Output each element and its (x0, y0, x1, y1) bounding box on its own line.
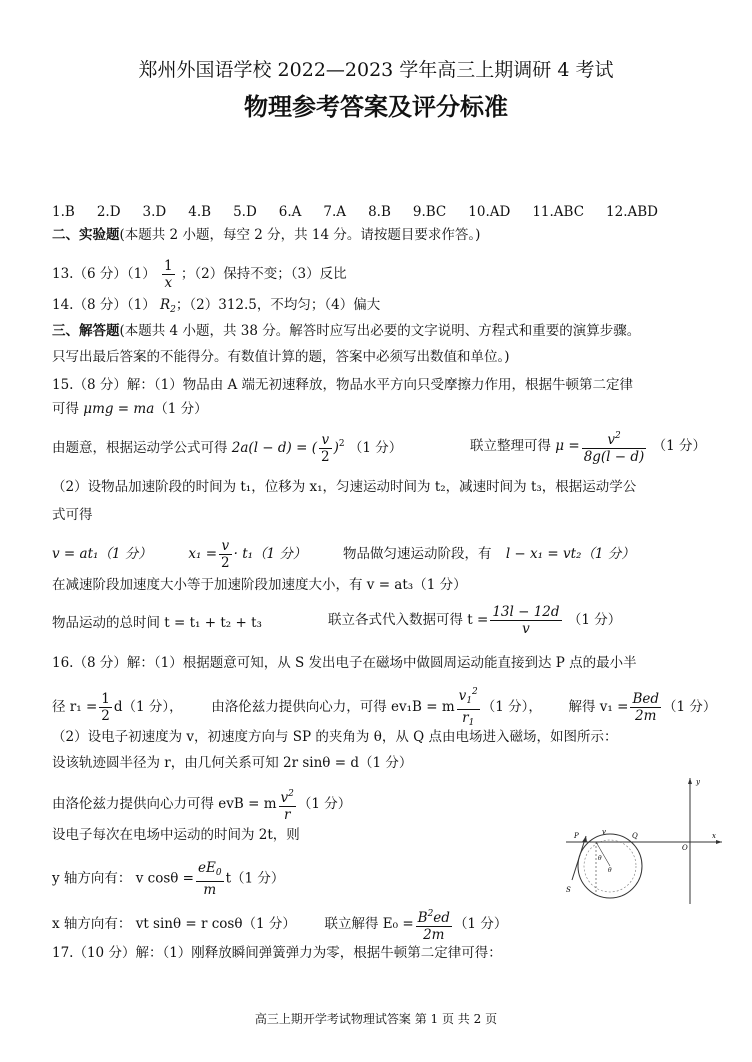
q15-l2-prefix: 可得 (52, 401, 84, 417)
q16-l5a: 由洛伦兹力提供向心力可得 evB = m (52, 796, 277, 812)
section3-desc1: (本题共 4 小题，共 38 分。解答时应写出必要的文字说明、方程式和重要的演算步骤。 (119, 323, 641, 339)
label-s: S (566, 886, 571, 894)
q15-line3-right: 联立整理可得 μ = $\frac{v^2}{8g(l - d)}$ （1 分） (470, 428, 706, 465)
label-theta1: θ (598, 855, 602, 862)
q15-l6b: x₁ = (188, 546, 218, 562)
choice-answer: 6.A (278, 204, 302, 220)
q15-l3-text2: 联立整理可得 (470, 438, 551, 454)
label-q: Q (632, 832, 638, 840)
q16-line1: 16.（8 分）解：（1）根据题意可知，从 S 发出电子在磁场中做圆周运动能直接到达 P 点的最小半 (52, 655, 637, 671)
choice-answer: 4.B (188, 204, 212, 220)
doc-title: 物理参考答案及评分标准 (244, 93, 508, 121)
radius-line (596, 842, 610, 866)
section2-title: 二、实验题 (52, 227, 120, 243)
q15-l6e: l − x₁ = vt₂（1 分） (505, 546, 635, 562)
q15-line2 (52, 400, 208, 418)
q14-prefix: 14.（8 分）（1） (52, 297, 156, 313)
q16-line5: 由洛伦兹力提供向心力可得 evB = m $\frac{v^2}{r}$ （1 分） (52, 786, 351, 823)
q13-prefix: 13.（6 分）（1） (52, 266, 156, 282)
q15-l6c: · t₁（1 分） (233, 546, 307, 562)
fraction-1-over-x: $\frac{1}{x}$ (164, 258, 173, 291)
q15-line1: 15.（8 分）解：（1）物品由 A 端无初速释放，物品水平方向只受摩擦力作用，根据牛顿第二定律 (52, 377, 634, 393)
label-x: x (712, 832, 716, 840)
section3-desc2: 只写出最后答案的不能得分。有数值计算的题，答案中必须写出数值和单位。) (52, 349, 510, 365)
label-theta2: θ (608, 867, 612, 874)
q17-line1: 17.（10 分）解：（1）刚释放瞬间弹簧弹力为零，根据牛顿第二定律可得： (52, 945, 502, 961)
choice-answer: 3.D (142, 204, 167, 220)
q16-l5b: （1 分） (297, 796, 352, 812)
q15-line8-right: 联立各式代入数据可得 t = $\frac{13l - 12d}{v}$ （1 分） (328, 604, 622, 637)
choice-answer: 10.AD (468, 204, 511, 220)
q13-answer (52, 258, 347, 291)
q15-l2-score: （1 分） (154, 401, 208, 417)
section3-heading (52, 322, 640, 340)
q15-l8b: 联立各式代入数据可得 t = (328, 612, 489, 628)
q16-line2: 径 r₁ = $\frac{1}{2}$ d（1 分）， 由洛伦兹力提供向心力，可得 ev₁B = m $\frac{v_1^2}{r_1}$ （1 分）， 解得 v₁ = $\frac{\text{Bed}}{2m}$ （1 分） (52, 684, 716, 731)
q16-line3: （2）设电子初速度为 v，初速度方向与 SP 的夹角为 θ，从 Q 点由电场进入磁场，如图所示： (52, 729, 618, 745)
q16-l2f: （1 分） (663, 699, 717, 715)
choice-answer: 5.D (233, 204, 257, 220)
q16-l2e: 解得 v₁ = (568, 699, 629, 715)
q15-line4: （2）设物品加速阶段的时间为 t₁，位移为 x₁，匀速运动时间为 t₂，减速时间为 t₃，根据运动学公 (52, 479, 637, 495)
choice-answer: 2.D (96, 204, 121, 220)
q16-line6: 设电子每次在电场中运动的时间为 2t，则 (52, 827, 300, 843)
q15-l8c: （1 分） (567, 612, 622, 628)
velocity-arrow (582, 836, 587, 842)
section3-title: 三、解答题 (52, 323, 120, 339)
label-p: P (574, 832, 579, 840)
choice-answer: 8.B (368, 204, 391, 220)
q15-l3-score2: （1 分） (652, 438, 706, 454)
q15-line8 (52, 614, 262, 632)
y-axis-arrow (688, 778, 692, 784)
q15-eq1: μmg = ma (83, 401, 155, 417)
q16-l8c: （1 分） (453, 916, 508, 932)
q16-l7b: t（1 分） (225, 870, 285, 887)
q15-l3-score: （1 分） (348, 440, 403, 456)
label-y: y (696, 778, 700, 786)
q15-l3-text: 由题意，根据运动学公式可得 (52, 440, 228, 456)
q16-l2a: 径 r₁ = (52, 699, 98, 715)
q14-rest: ；（2）312.5，不均匀；（4）偏大 (175, 297, 381, 313)
x-axis-arrow (716, 840, 722, 844)
q15-l6d: 物品做匀速运动阶段，有 (343, 546, 492, 562)
q14-answer (52, 296, 380, 319)
choice-answer: 9.BC (412, 204, 447, 220)
choice-answers (52, 203, 680, 221)
q16-line4: 设该轨迹圆半径为 r，由几何关系可知 2r sinθ = d（1 分） (52, 755, 413, 771)
q13-rest: ；（2）保持不变；（3）反比 (180, 266, 347, 282)
r2-symbol: $R_2$ (160, 297, 176, 315)
trajectory-figure (566, 776, 726, 906)
q16-l7a: y 轴方向有： v cosθ = (52, 870, 194, 887)
q16-l2b: d（1 分）， (113, 699, 183, 715)
choice-answer: 1.B (52, 204, 75, 220)
choice-answer: 12.ABD (606, 204, 659, 220)
q16-line7: y 轴方向有： v cosθ = $\frac{eE_0}{m}$ t（1 分） (52, 860, 285, 898)
choice-answer: 7.A (323, 204, 347, 220)
q15-l6a: v = at₁（1 分） (52, 546, 152, 562)
page-footer: 高三上期开学考试物理试答案 第 1 页 共 2 页 (254, 1012, 498, 1026)
q15-line6: v = at₁（1 分） x₁ = $\frac{v}{2}$ · t₁（1 分） 物品做匀速运动阶段，有 l − x₁ = vt₂（1 分） (52, 538, 635, 571)
q16-l2c: 由洛伦兹力提供向心力，可得 ev₁B = m (211, 699, 455, 715)
q15-line5: 式可得 (52, 507, 93, 523)
label-v: v (602, 828, 606, 836)
q16-l8b: 联立解得 E₀ = (324, 916, 414, 932)
q15-line7: 在减速阶段加速度大小等于加速阶段加速度大小，有 v = at₃（1 分） (52, 577, 467, 593)
q15-line3: 由题意，根据运动学公式可得 2a(l − d) = ( $\frac{v}{2}$ )$^2$ （1 分） (52, 432, 403, 465)
q15-l8a: 物品运动的总时间 t = t₁ + t₂ + t₃ (52, 615, 262, 631)
exam-title: 郑州外国语学校 2022—2023 学年高三上期调研 4 考试 (138, 59, 614, 81)
q16-l2d: （1 分）， (481, 699, 542, 715)
q16-l8a: x 轴方向有： vt sinθ = r cosθ（1 分） (52, 916, 296, 932)
q16-line8: x 轴方向有： vt sinθ = r cosθ（1 分） 联立解得 E₀ = $\frac{B^2ed}{2m}$ （1 分） (52, 906, 507, 943)
section2-desc: (本题共 2 小题，每空 2 分，共 14 分。请按题目要求作答。) (119, 227, 481, 243)
choice-answer: 11.ABC (532, 204, 585, 220)
label-o: O (682, 844, 688, 852)
section2-heading (52, 226, 480, 244)
